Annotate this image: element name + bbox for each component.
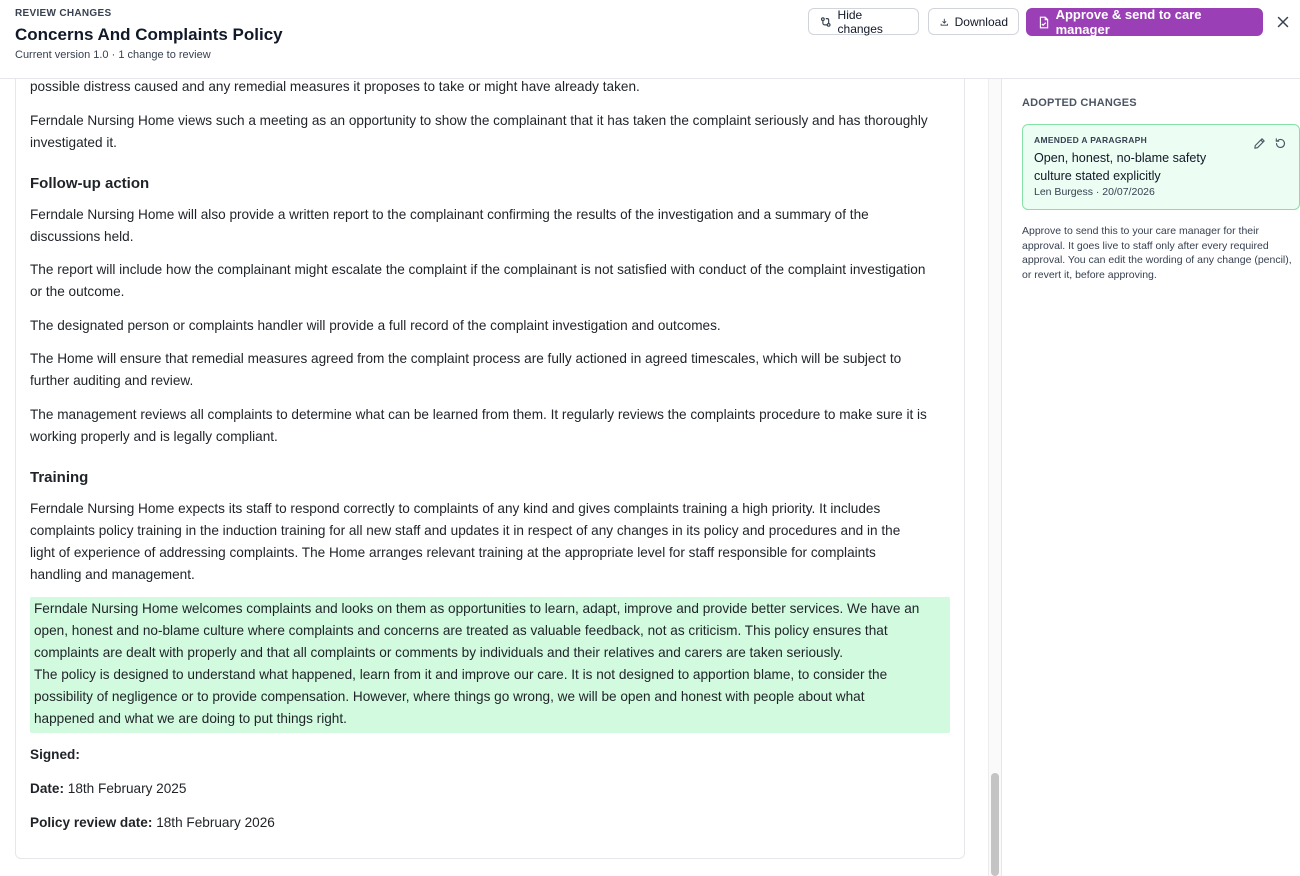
document-approve-icon — [1038, 16, 1050, 29]
highlight-line-1: Ferndale Nursing Home welcomes complaints and looks on them as opportunities to learn, adapt, improve and provide better services. We have an — [34, 601, 920, 616]
highlight-line-2: open, honest and no-blame culture where complaints and concerns are treated as valuable feedback, not as criticism. This policy ensures that — [34, 623, 888, 638]
scrollbar-thumb[interactable] — [991, 773, 999, 876]
paragraph-record: The designated person or complaints handler will provide a full record of the complaint investigation and outcomes. — [30, 318, 721, 333]
review-header — [0, 0, 1300, 79]
version-subtitle: Current version 1.0 · 1 change to review — [15, 49, 211, 61]
close-icon — [1277, 16, 1289, 28]
paragraph-report-line-1: Ferndale Nursing Home will also provide a written report to the complainant confirming the results of the investigation and a summary of the — [30, 207, 869, 222]
review-date-row — [30, 812, 952, 834]
paragraph-management-line-2: working properly and is legally compliant. — [30, 429, 278, 444]
download-button[interactable] — [928, 8, 1019, 35]
document-scrollbar[interactable] — [988, 79, 1001, 876]
pencil-icon — [1253, 137, 1266, 150]
hide-changes-label: Hide changes — [837, 7, 883, 36]
date-label: Date: — [30, 781, 64, 796]
paragraph-management-line-1: The management reviews all complaints to determine what can be learned from them. It regularly reviews the complaints procedure to make sure it is — [30, 407, 927, 422]
download-icon — [940, 16, 949, 28]
revert-icon — [1274, 137, 1287, 150]
paragraph-escalate-line-1: The report will include how the complainant might escalate the complaint if the complainant is not satisfied with conduct of the complaint investigation — [30, 262, 926, 277]
adopted-changes-panel — [1001, 79, 1300, 876]
paragraph-training-line-4: handling and management. — [30, 567, 195, 582]
edit-change-button[interactable] — [1252, 136, 1266, 150]
review-date-value: 18th February 2026 — [156, 815, 275, 830]
hide-changes-button[interactable] — [808, 8, 919, 35]
close-button[interactable] — [1274, 13, 1292, 31]
date-row — [30, 778, 952, 800]
change-author-date: Len Burgess · 20/07/2026 — [1034, 186, 1155, 198]
paragraph-training-line-1: Ferndale Nursing Home expects its staff to respond correctly to complaints of any kind and gives complaints training a high priority. It includes — [30, 501, 881, 516]
amended-paragraph-highlight[interactable] — [30, 597, 950, 733]
hide-changes-icon — [820, 16, 832, 28]
highlight-line-3: complaints are dealt with properly and that all complaints or comments by individuals and their relatives and carers are taken seriously. — [34, 645, 843, 660]
approval-note: Approve to send this to your care manager for their approval. It goes live to staff only after every required approval. You can edit the wording of any change (pencil), or revert it, before approving. — [1022, 225, 1292, 281]
page-title: Concerns And Complaints Policy — [15, 25, 283, 44]
panel-title: ADOPTED CHANGES — [1022, 97, 1137, 109]
change-summary: Open, honest, no-blame safety culture stated explicitly — [1034, 151, 1207, 183]
download-label: Download — [954, 14, 1008, 29]
paragraph-remedial-line-2: further auditing and review. — [30, 373, 194, 388]
paragraph-remedial-line-1: The Home will ensure that remedial measures agreed from the complaint process are fully actioned in agreed timescales, which will be subject to — [30, 351, 902, 366]
highlight-line-6: happened and what we are doing to put things right. — [34, 711, 347, 726]
paragraph-training-line-2: complaints policy training in the induction training for all new staff and updates it in respect of any changes in its policy and procedures and in the — [30, 523, 901, 538]
paragraph-training-line-3: light of experience of addressing complaints. The Home arranges relevant training at the appropriate level for staff responsible for complaints — [30, 545, 876, 560]
document-card — [15, 79, 965, 859]
heading-training: Training — [30, 469, 89, 486]
paragraph-report-line-2: discussions held. — [30, 229, 134, 244]
revert-change-button[interactable] — [1273, 136, 1287, 150]
heading-follow-up: Follow-up action — [30, 175, 150, 192]
paragraph-escalate-line-2: or the outcome. — [30, 284, 125, 299]
eyebrow-label: REVIEW CHANGES — [15, 8, 112, 19]
paragraph-remedial: possible distress caused and any remedial measures it proposes to take or might have already taken. — [30, 79, 640, 94]
change-type-label: AMENDED A PARAGRAPH — [1034, 135, 1148, 145]
review-date-label: Policy review date: — [30, 815, 153, 830]
paragraph-meeting-line-1: Ferndale Nursing Home views such a meeting as an opportunity to show the complainant that it has taken the complaint seriously and has thoroughly — [30, 113, 928, 128]
approve-send-label: Approve & send to care manager — [1055, 7, 1202, 37]
approve-send-button[interactable] — [1026, 8, 1263, 36]
paragraph-meeting-line-2: investigated it. — [30, 135, 117, 150]
highlight-line-4: The policy is designed to understand what happened, learn from it and improve our care. It is not designed to apportion blame, to consider the — [34, 667, 888, 682]
highlight-line-5: possibility of negligence or to provide compensation. However, where things go wrong, we will be open and honest with people about what — [34, 689, 865, 704]
document-scroll-area[interactable] — [0, 79, 1001, 876]
signed-label: Signed: — [30, 747, 80, 762]
date-value: 18th February 2025 — [67, 781, 187, 796]
change-card[interactable] — [1022, 124, 1300, 210]
